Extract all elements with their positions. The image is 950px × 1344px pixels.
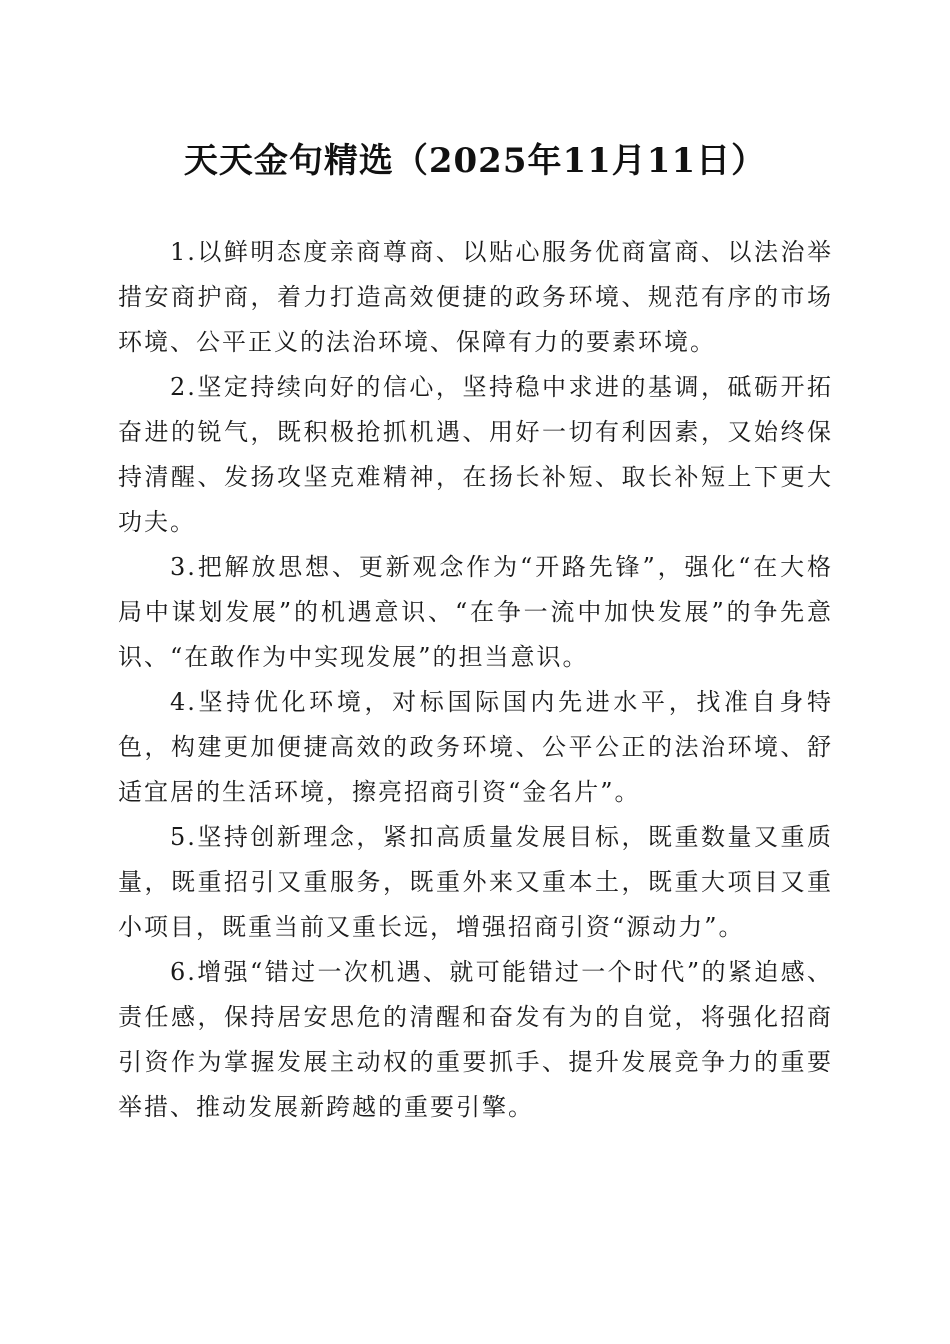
paragraph-5: 5.坚持创新理念，紧扣高质量发展目标，既重数量又重质量，既重招引又重服务，既重外来又重本土，既重大项目又重小项目，既重当前又重长远，增强招商引资“源动力”。 [118, 823, 833, 941]
paragraph-4: 4.坚持优化环境，对标国际国内先进水平，找准自身特色，构建更加便捷高效的政务环境、公平公正的法治环境、舒适宜居的生活环境，擦亮招商引资“金名片”。 [118, 688, 833, 806]
page-title: 天天金句精选（2025年11月11日） [183, 141, 767, 181]
document-body [118, 230, 833, 1130]
paragraph-3: 3.把解放思想、更新观念作为“开路先锋”，强化“在大格局中谋划发展”的机遇意识、“在争一流中加快发展”的争先意识、“在敢作为中实现发展”的担当意识。 [118, 553, 833, 671]
paragraph-6: 6.增强“错过一次机遇、就可能错过一个时代”的紧迫感、责任感，保持居安思危的清醒和奋发有为的自觉，将强化招商引资作为掌握发展主动权的重要抓手、提升发展竞争力的重要举措、推动发展新跨越的重要引擎。 [118, 958, 833, 1121]
paragraph-2: 2.坚定持续向好的信心，坚持稳中求进的基调，砥砺开拓奋进的锐气，既积极抢抓机遇、用好一切有利因素，又始终保持清醒、发扬攻坚克难精神，在扬长补短、取长补短上下更大功夫。 [118, 373, 833, 536]
paragraph-1: 1.以鲜明态度亲商尊商、以贴心服务优商富商、以法治举措安商护商，着力打造高效便捷的政务环境、规范有序的市场环境、公平正义的法治环境、保障有力的要素环境。 [118, 238, 833, 356]
